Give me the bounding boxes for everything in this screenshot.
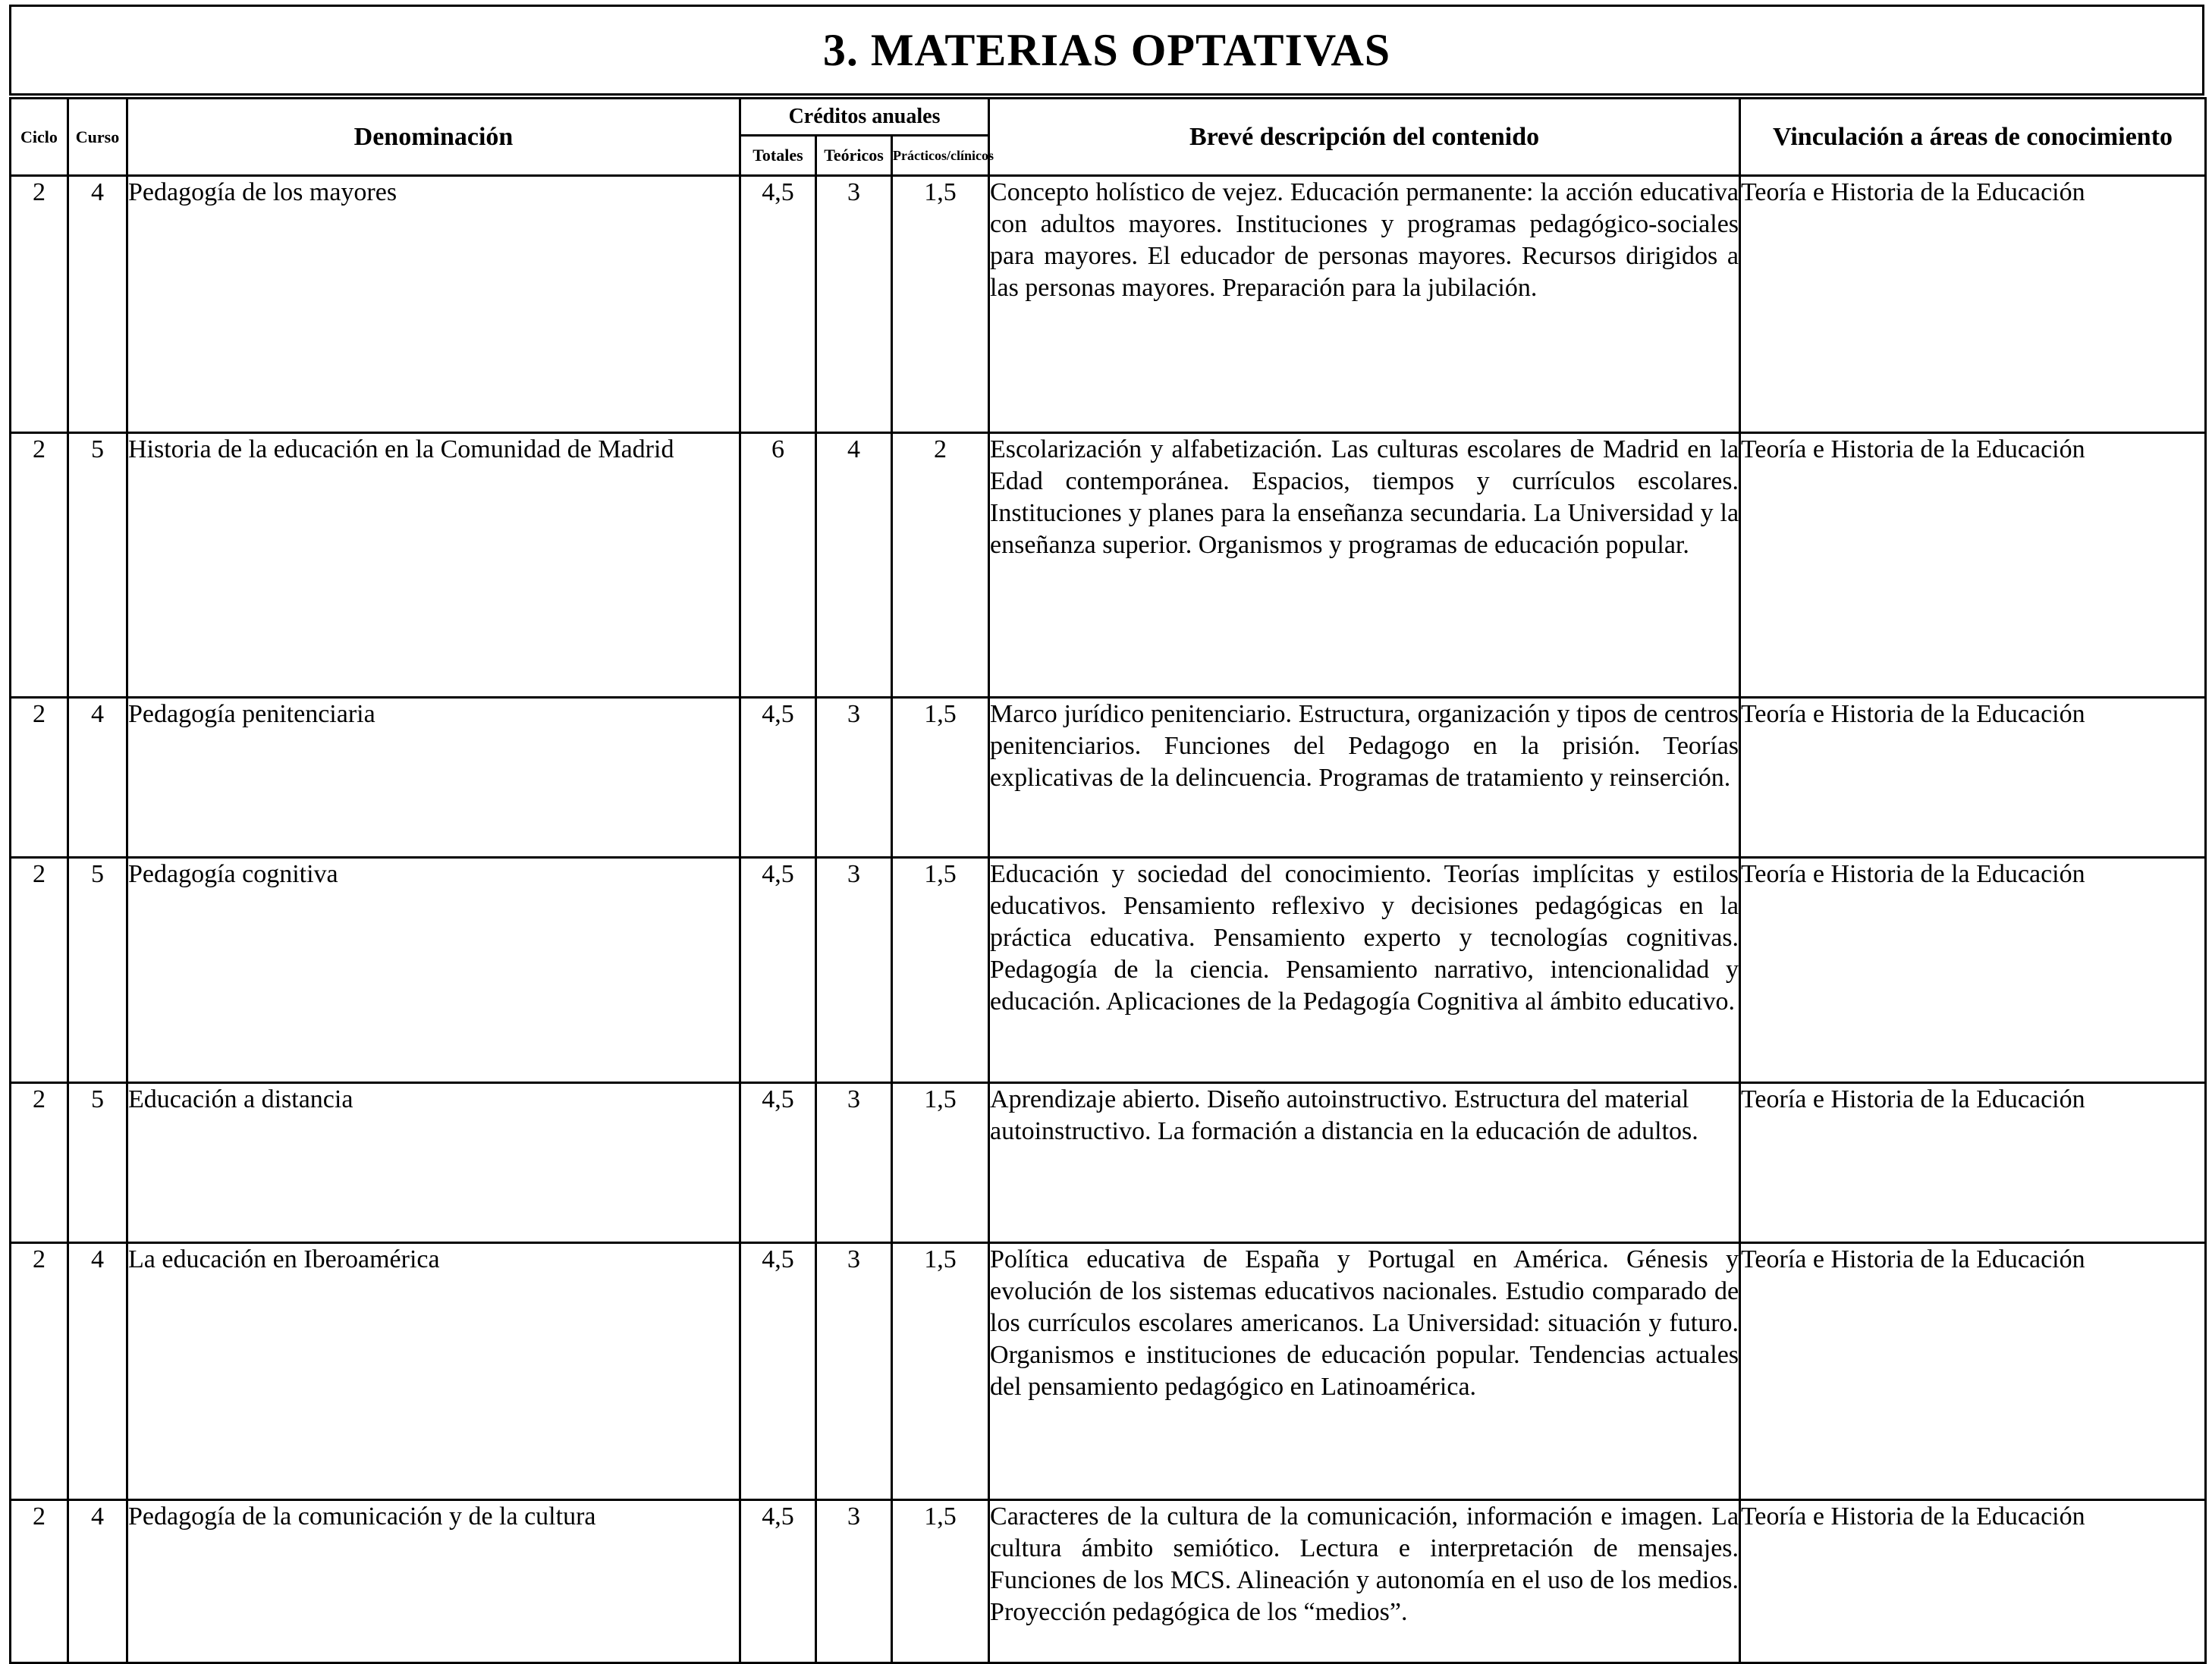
cell-vinculacion: Teoría e Historia de la Educación — [1740, 433, 2206, 698]
cell-teoricos: 4 — [816, 433, 892, 698]
cell-ciclo: 2 — [11, 1243, 68, 1500]
cell-descripcion: Escolarización y alfabetización. Las culturas escolares de Madrid en la Edad contemporánea. Espacios, tiempos y currículos escolares. Instituciones y planes para la enseñanza secundaria. La Universidad y la enseñanza superior. Organismos y programas de educación popular. — [989, 433, 1740, 698]
cell-descripcion: Concepto holístico de vejez. Educación permanente: la acción educativa con adultos mayores. Instituciones y programas pedagógico-sociales para mayores. El educador de personas mayores. Recursos dirigidos a las personas mayores. Preparación para la jubilación. — [989, 176, 1740, 433]
cell-denominacion: Pedagogía de la comunicación y de la cultura — [127, 1500, 740, 1663]
cell-denominacion: Pedagogía penitenciaria — [127, 698, 740, 858]
cell-teoricos: 3 — [816, 176, 892, 433]
cell-vinculacion: Teoría e Historia de la Educación — [1740, 176, 2206, 433]
header-creditos-anuales: Créditos anuales — [740, 99, 989, 136]
page-title: 3. MATERIAS OPTATIVAS — [822, 24, 1391, 75]
header-curso: Curso — [68, 99, 127, 176]
table-row — [11, 1500, 2206, 1663]
table-row — [11, 1243, 2206, 1500]
cell-denominacion: Educación a distancia — [127, 1083, 740, 1243]
header-teoricos: Teóricos — [816, 136, 892, 176]
cell-curso: 5 — [68, 1083, 127, 1243]
cell-denominacion: Pedagogía cognitiva — [127, 858, 740, 1083]
cell-ciclo: 2 — [11, 1500, 68, 1663]
cell-vinculacion: Teoría e Historia de la Educación — [1740, 858, 2206, 1083]
cell-teoricos: 3 — [816, 698, 892, 858]
header-vinculacion: Vinculación a áreas de conocimiento — [1740, 99, 2206, 176]
cell-totales: 6 — [740, 433, 816, 698]
cell-totales: 4,5 — [740, 1500, 816, 1663]
cell-practicos: 1,5 — [892, 1500, 989, 1663]
cell-ciclo: 2 — [11, 698, 68, 858]
cell-ciclo: 2 — [11, 176, 68, 433]
cell-teoricos: 3 — [816, 1083, 892, 1243]
cell-practicos: 1,5 — [892, 1243, 989, 1500]
cell-curso: 4 — [68, 1500, 127, 1663]
cell-totales: 4,5 — [740, 1243, 816, 1500]
table-row — [11, 176, 2206, 433]
header-practicos: Prácticos/clínicos — [892, 136, 989, 176]
cell-ciclo: 2 — [11, 858, 68, 1083]
cell-descripcion: Caracteres de la cultura de la comunicación, información e imagen. La cultura ámbito semiótico. Lectura e interpretación de mensajes. Funciones de los MCS. Alineación y autonomía en el uso de los medios. Proyección pedagógica de los “medios”. — [989, 1500, 1740, 1663]
cell-practicos: 1,5 — [892, 698, 989, 858]
cell-curso: 4 — [68, 176, 127, 433]
cell-curso: 4 — [68, 698, 127, 858]
document-page — [9, 5, 2207, 1658]
cell-curso: 4 — [68, 1243, 127, 1500]
cell-denominacion: La educación en Iberoamérica — [127, 1243, 740, 1500]
cell-teoricos: 3 — [816, 858, 892, 1083]
header-row — [11, 99, 2206, 136]
courses-table — [9, 97, 2207, 1664]
cell-descripcion: Política educativa de España y Portugal en América. Génesis y evolución de los sistemas educativos nacionales. Estudio comparado de los currículos escolares americanos. La Universidad: situación y futuro. Organismos e instituciones de educación popular. Tendencias actuales del pensamiento pedagógico en Latinoamérica. — [989, 1243, 1740, 1500]
cell-ciclo: 2 — [11, 1083, 68, 1243]
cell-totales: 4,5 — [740, 1083, 816, 1243]
cell-practicos: 2 — [892, 433, 989, 698]
cell-ciclo: 2 — [11, 433, 68, 698]
cell-totales: 4,5 — [740, 176, 816, 433]
table-row — [11, 858, 2206, 1083]
cell-descripcion: Aprendizaje abierto. Diseño autoinstructivo. Estructura del material autoinstructivo. La formación a distancia en la educación de adultos. — [989, 1083, 1740, 1243]
table-row — [11, 1083, 2206, 1243]
header-totales: Totales — [740, 136, 816, 176]
cell-practicos: 1,5 — [892, 858, 989, 1083]
cell-denominacion: Historia de la educación en la Comunidad de Madrid — [127, 433, 740, 698]
cell-vinculacion: Teoría e Historia de la Educación — [1740, 1243, 2206, 1500]
cell-totales: 4,5 — [740, 858, 816, 1083]
cell-vinculacion: Teoría e Historia de la Educación — [1740, 1083, 2206, 1243]
cell-descripcion: Educación y sociedad del conocimiento. Teorías implícitas y estilos educativos. Pensamiento reflexivo y decisiones pedagógicas en la práctica educativa. Pensamiento experto y tecnologías cognitivas. Pedagogía de la ciencia. Pensamiento narrativo, intencionalidad y educación. Aplicaciones de la Pedagogía Cognitiva al ámbito educativo. — [989, 858, 1740, 1083]
cell-vinculacion: Teoría e Historia de la Educación — [1740, 1500, 2206, 1663]
header-descripcion: Brevé descripción del contenido — [989, 99, 1740, 176]
header-denominacion: Denominación — [127, 99, 740, 176]
title-box — [9, 5, 2204, 96]
cell-descripcion: Marco jurídico penitenciario. Estructura, organización y tipos de centros penitenciarios. Funciones del Pedagogo en la prisión. Teorías explicativas de la delincuencia. Programas de tratamiento y reinserción. — [989, 698, 1740, 858]
header-ciclo: Ciclo — [11, 99, 68, 176]
cell-teoricos: 3 — [816, 1243, 892, 1500]
cell-vinculacion: Teoría e Historia de la Educación — [1740, 698, 2206, 858]
cell-curso: 5 — [68, 858, 127, 1083]
cell-denominacion: Pedagogía de los mayores — [127, 176, 740, 433]
cell-practicos: 1,5 — [892, 1083, 989, 1243]
table-row — [11, 698, 2206, 858]
cell-curso: 5 — [68, 433, 127, 698]
cell-practicos: 1,5 — [892, 176, 989, 433]
cell-totales: 4,5 — [740, 698, 816, 858]
cell-teoricos: 3 — [816, 1500, 892, 1663]
table-row — [11, 433, 2206, 698]
